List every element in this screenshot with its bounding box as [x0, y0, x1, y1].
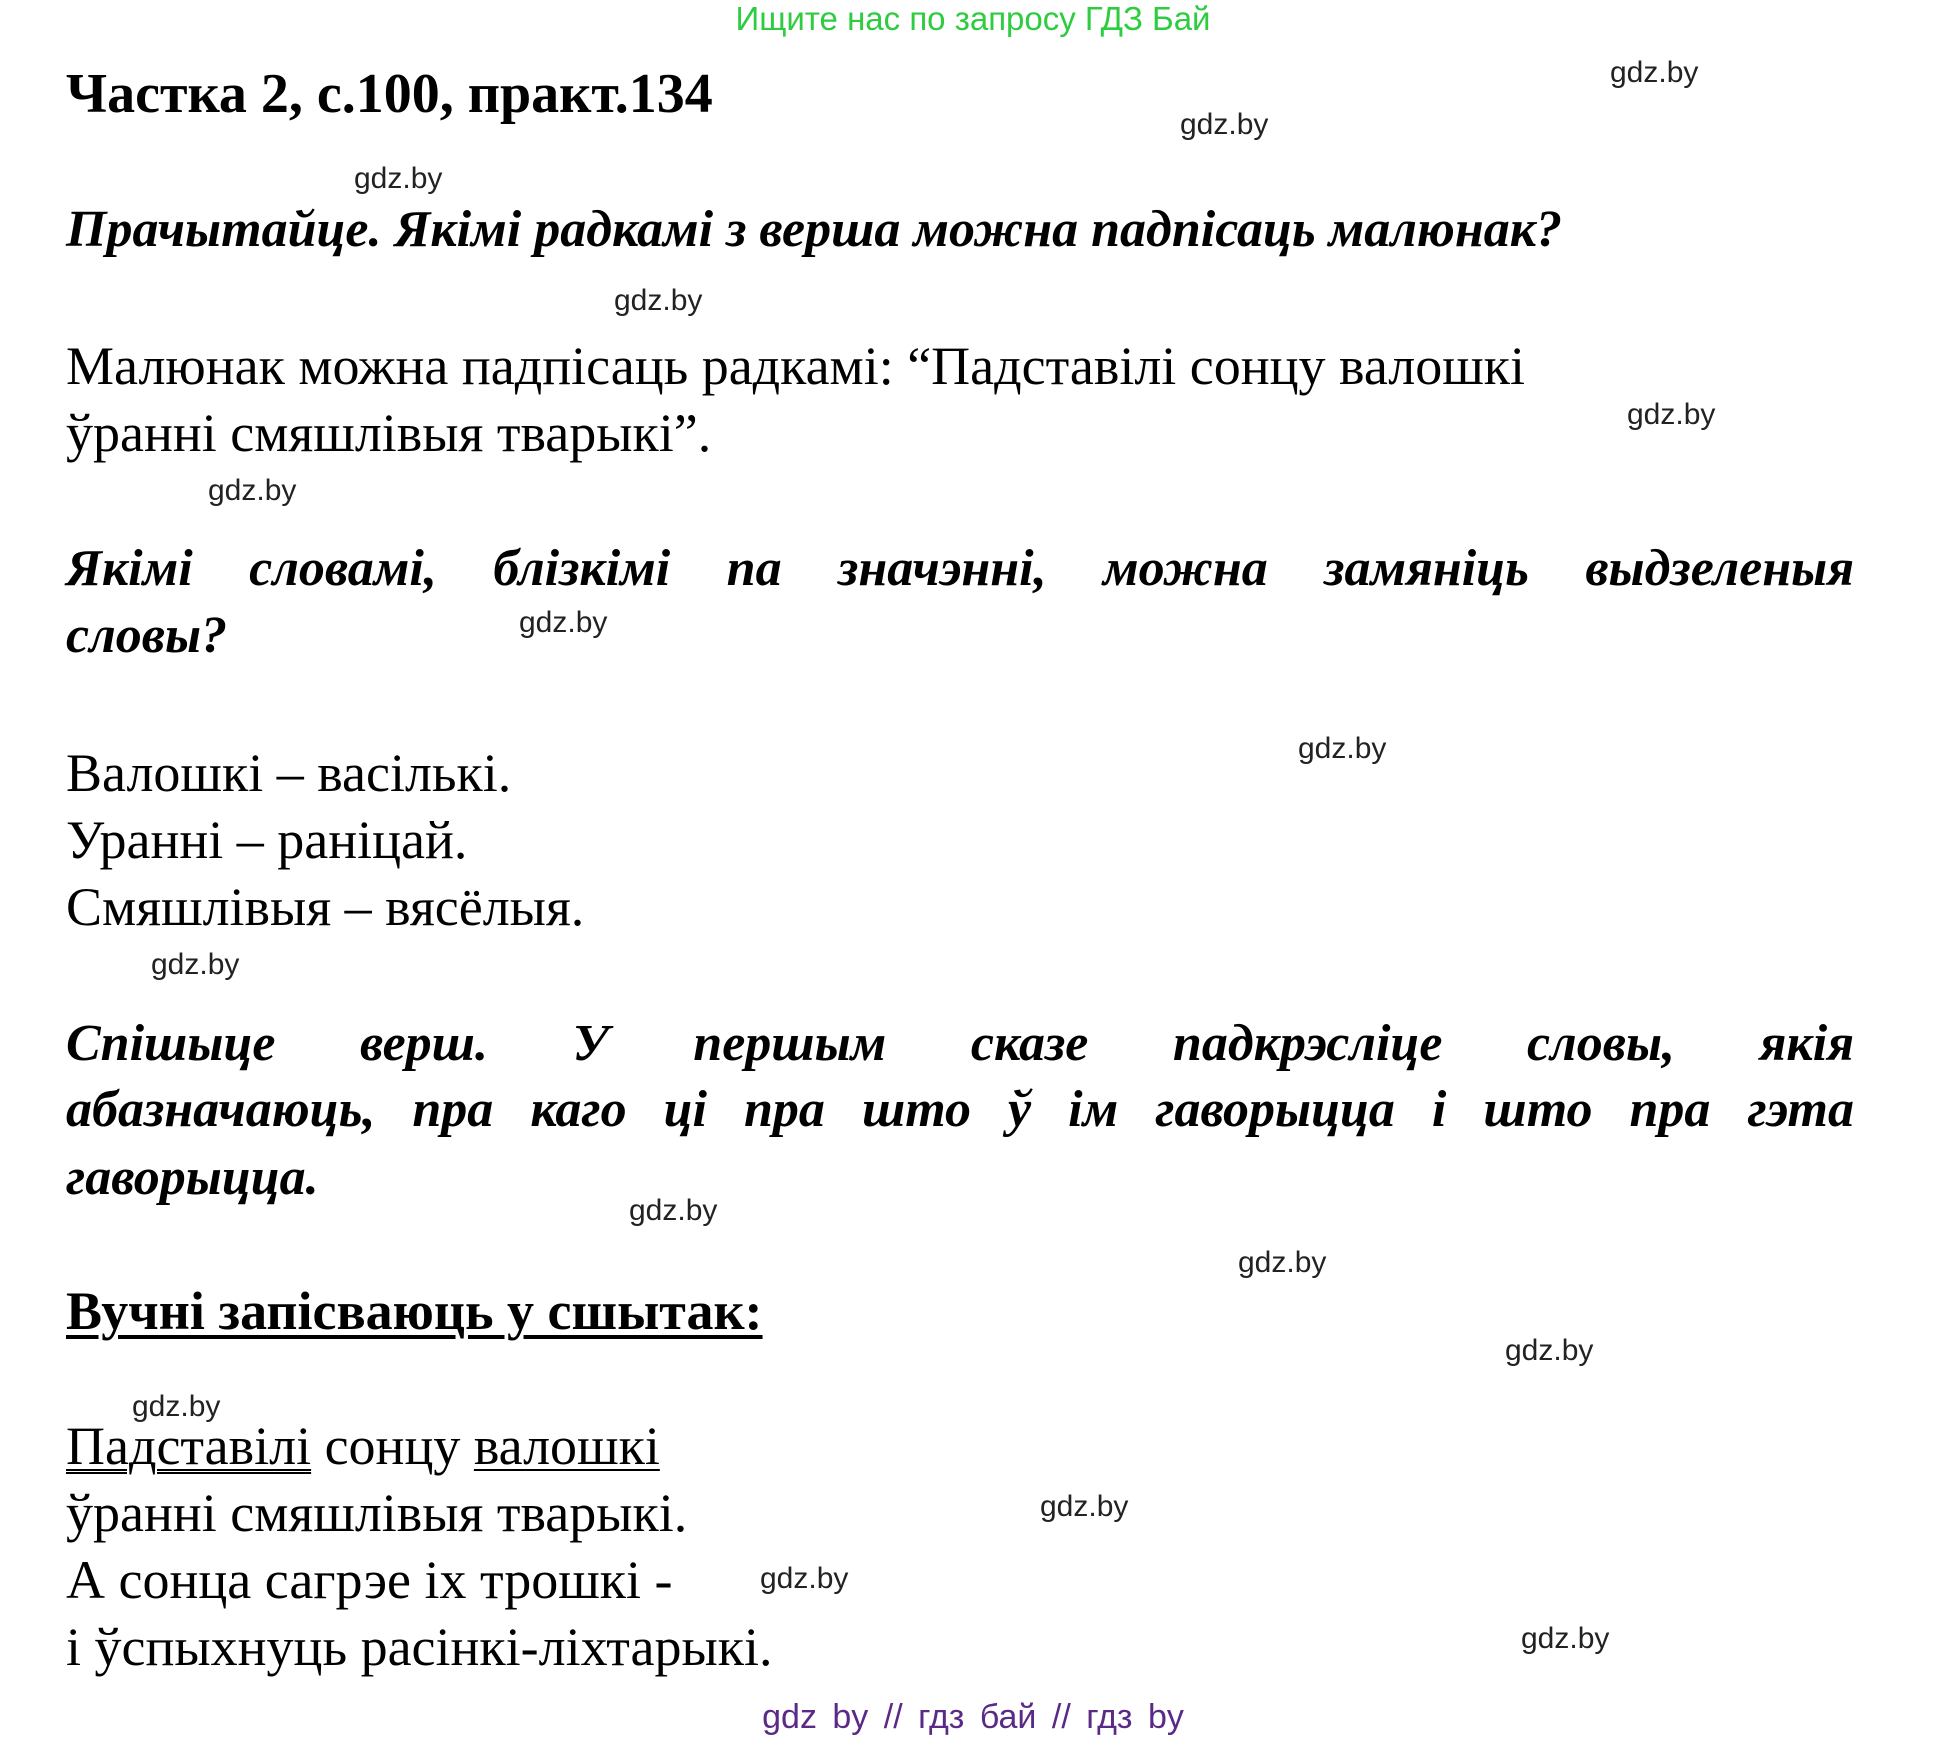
- watermark: gdz.by: [354, 162, 443, 195]
- watermark: gdz.by: [1505, 1334, 1594, 1367]
- top-banner: Ищите нас по запросу ГДЗ Бай: [735, 0, 1211, 37]
- poem-word: сонцу: [324, 1416, 461, 1476]
- poem-subject-word: Падставілі: [66, 1416, 312, 1476]
- watermark: gdz.by: [151, 948, 240, 981]
- task2-answer-line: Валошкі – васількі.: [66, 743, 512, 803]
- watermark: gdz.by: [1610, 56, 1699, 89]
- task1-answer-line: Малюнак можна падпісаць радкамі: “Падставілі сонцу валошкі: [66, 336, 1526, 396]
- poem-line-3: А сонца сагрэе іх трошкі -: [66, 1550, 673, 1610]
- notebook-heading: Вучні запісваюць у сшытак:: [66, 1281, 763, 1341]
- watermark: gdz.by: [1627, 398, 1716, 431]
- page-title: Частка 2, с.100, практ.134: [66, 63, 713, 125]
- watermark: gdz.by: [1040, 1490, 1129, 1523]
- watermark: gdz.by: [132, 1390, 221, 1423]
- watermark: gdz.by: [1238, 1246, 1327, 1279]
- poem-line-4: і ўспыхнуць расінкі-ліхтарыкі.: [66, 1617, 773, 1677]
- task1-question: Прачытайце. Якімі радкамі з верша можна падпісаць малюнак?: [66, 201, 1563, 258]
- poem: [66, 1413, 772, 1681]
- task2-question-line: словы?: [66, 607, 228, 664]
- watermark: gdz.by: [614, 284, 703, 317]
- task2-answer: [66, 740, 584, 941]
- watermark: gdz.by: [1298, 732, 1387, 765]
- task1-answer-line: ўранні смяшлівыя тварыкі”.: [66, 403, 712, 463]
- task3-question-line: абазначаюць, пра каго ці пра што ў ім гаворыцца і што пра гэта: [66, 1081, 1854, 1138]
- watermark: gdz.by: [629, 1194, 718, 1227]
- poem-predicate-word: валошкі: [473, 1416, 660, 1476]
- task3-question-line: гаворыцца.: [66, 1149, 319, 1206]
- task2-question-line: Якімі словамі, блізкімі па значэнні, можна замяніць выдзеленыя: [66, 540, 1854, 597]
- task2-answer-line: Смяшлівыя – вясёлыя.: [66, 877, 585, 937]
- task1-answer: [66, 333, 1525, 467]
- watermark: gdz.by: [1521, 1622, 1610, 1655]
- watermark: gdz.by: [1180, 108, 1269, 141]
- poem-line-2: ўранні смяшлівыя тварыкі.: [66, 1483, 688, 1543]
- task2-answer-line: Уранні – раніцай.: [66, 810, 468, 870]
- footer-links: gdz by // гдз бай // гдз by: [762, 1698, 1184, 1736]
- watermark: gdz.by: [208, 474, 297, 507]
- watermark: gdz.by: [760, 1562, 849, 1595]
- task3-question-line: Спішыце верш. У першым сказе падкрэсліце словы, якія: [66, 1015, 1854, 1072]
- watermark: gdz.by: [519, 606, 608, 639]
